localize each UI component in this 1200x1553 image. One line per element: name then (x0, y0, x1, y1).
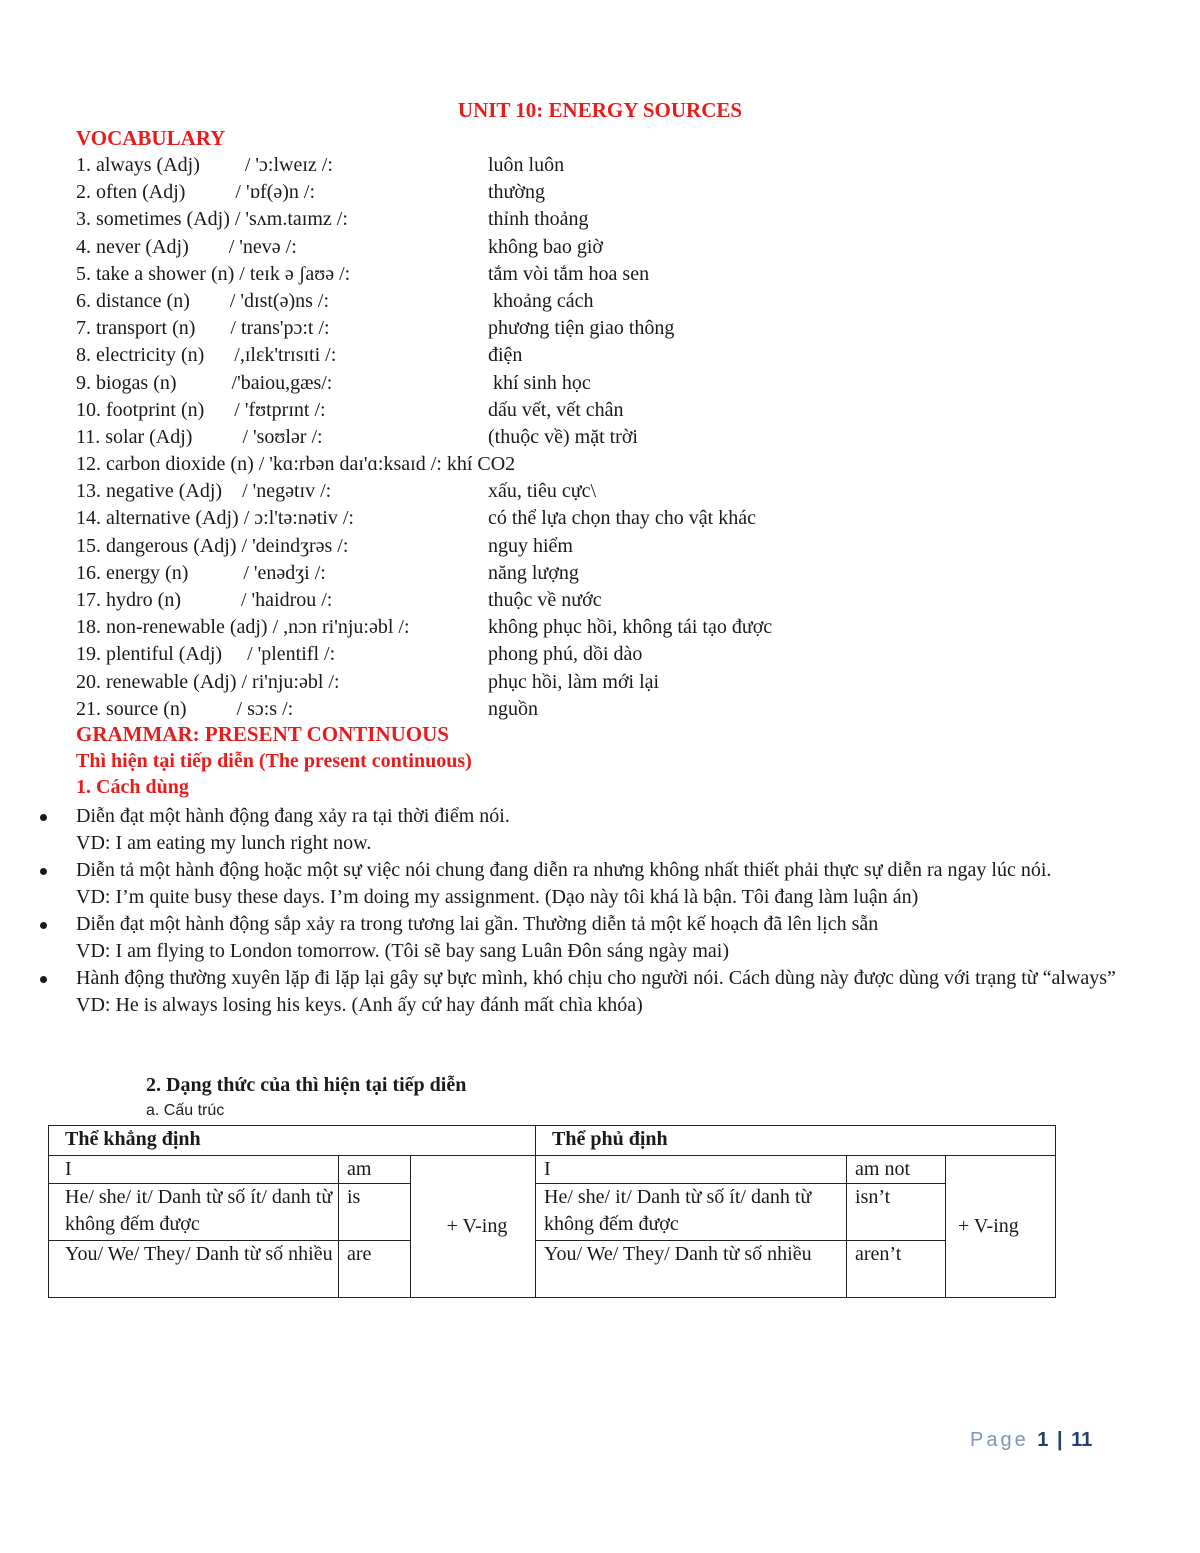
usage-item (36, 965, 1136, 1019)
vocab-meaning: thường (488, 181, 545, 204)
affirmative-verb: am (339, 1156, 411, 1184)
usage-example: VD: I am eating my lunch right now. (76, 832, 372, 854)
usage-item (36, 911, 1136, 965)
vocab-meaning: thỉnh thoảng (488, 208, 589, 231)
negative-header: Thể phủ định (536, 1126, 1056, 1156)
page-label: Page (970, 1429, 1029, 1451)
negative-verb: am not (847, 1156, 946, 1184)
affirmative-subject: I (49, 1156, 339, 1184)
vocab-item (76, 669, 976, 696)
vocab-item (76, 641, 976, 668)
vocab-meaning: nguy hiểm (488, 534, 573, 557)
page-current: 1 (1037, 1429, 1049, 1451)
vocab-item (76, 315, 976, 342)
vocab-word: 4. never (Adj) / 'nevə /: (76, 235, 297, 258)
vocab-word: 15. dangerous (Adj) / 'deindʒrəs /: (76, 534, 349, 557)
affirmative-suffix: + V-ing (411, 1156, 536, 1298)
vocab-meaning: không bao giờ (488, 235, 604, 258)
vocab-item (76, 478, 976, 505)
vocab-meaning: có thể lựa chọn thay cho vật khác (488, 507, 756, 530)
usage-item (36, 803, 1136, 857)
vocab-item (76, 342, 976, 369)
vocab-word: 6. distance (n) / 'dɪst(ə)ns /: (76, 289, 329, 312)
affirmative-header: Thể khẳng định (49, 1126, 536, 1156)
vocab-meaning: thuộc về nước (488, 589, 602, 611)
vocab-word: 11. solar (Adj) / 'soʊlər /: (76, 425, 323, 448)
vocab-meaning: phương tiện giao thông (488, 317, 675, 340)
usage-text: Diễn đạt một hành động sắp xảy ra trong tương lai gần. Thường diễn tả một kế hoạch đã lên lịch sẵn (76, 913, 879, 935)
grammar-subheading: Thì hiện tại tiếp diễn (The present continuous) (76, 750, 472, 772)
vocab-item (76, 533, 976, 560)
vocab-meaning: luôn luôn (488, 154, 565, 176)
usage-example: VD: I’m quite busy these days. I’m doing my assignment. (Dạo này tôi khá là bận. Tôi đang làm luận án) (76, 886, 919, 908)
affirmative-verb: are (339, 1241, 411, 1298)
affirmative-subject: You/ We/ They/ Danh từ số nhiều (49, 1241, 339, 1298)
vocab-item (76, 206, 976, 233)
vocab-meaning: (thuộc về) mặt trời (488, 425, 638, 448)
vocab-item (76, 614, 976, 641)
vocab-meaning: điện (488, 344, 523, 367)
bullet-icon (40, 922, 47, 929)
bullet-icon (40, 976, 47, 983)
vocab-word: 5. take a shower (n) / teɪk ə ʃaʊə /: (76, 262, 351, 285)
usage-example: VD: He is always losing his keys. (Anh ấy cứ hay đánh mất chìa khóa) (76, 994, 643, 1016)
vocab-word: 8. electricity (n) /,ɪlɛk'trɪsɪti /: (76, 344, 337, 367)
vocab-meaning: nguồn (488, 697, 538, 720)
vocab-item (76, 505, 976, 532)
negative-subject: He/ she/ it/ Danh từ số ít/ danh từ không đếm được (536, 1184, 847, 1241)
usage-text: Diễn đạt một hành động đang xảy ra tại thời điểm nói. (76, 805, 510, 827)
vocab-item (76, 424, 976, 451)
vocabulary-heading: VOCABULARY (76, 126, 226, 150)
page-title: UNIT 10: ENERGY SOURCES (457, 98, 743, 122)
vocab-item (76, 560, 976, 587)
vocab-meaning: xấu, tiêu cực\ (488, 480, 597, 503)
affirmative-verb: is (339, 1184, 411, 1241)
vocab-item (76, 234, 976, 261)
negative-subject: You/ We/ They/ Danh từ số nhiều (536, 1241, 847, 1298)
usage-heading: 1. Cách dùng (76, 776, 189, 798)
vocab-word: 18. non-renewable (adj) / ,nɔn ri'nju:əbl /: (76, 616, 410, 639)
usage-list (36, 803, 1136, 1019)
vocab-word: 17. hydro (n) / 'haidrou /: (76, 589, 333, 611)
negative-suffix: + V-ing (946, 1156, 1056, 1298)
vocab-item (76, 261, 976, 288)
vocab-word: 1. always (Adj) / 'ɔ:lweɪz /: (76, 154, 333, 176)
vocab-meaning: phong phú, dồi dào (488, 643, 643, 666)
form-heading: 2. Dạng thức của thì hiện tại tiếp diễn (146, 1074, 467, 1096)
vocabulary-list (76, 152, 976, 723)
grammar-heading: GRAMMAR: PRESENT CONTINUOUS (76, 722, 449, 746)
vocab-meaning: phục hồi, làm mới lại (488, 670, 660, 693)
page-number (970, 1429, 1092, 1452)
usage-item (36, 857, 1136, 911)
vocab-meaning: dấu vết, vết chân (488, 398, 624, 421)
vocab-word: 12. carbon dioxide (n) / 'kɑ:rbən daɪ'ɑ:ksaɪd /: khí CO2 (76, 453, 516, 476)
usage-text: Diễn tả một hành động hoặc một sự việc nói chung đang diễn ra nhưng không nhất thiết phải thực sự diễn ra ngay lúc nói. (76, 859, 1052, 881)
vocab-item (76, 370, 976, 397)
structure-label: a. Cấu trúc (146, 1102, 225, 1119)
negative-subject: I (536, 1156, 847, 1184)
vocab-meaning: năng lượng (488, 561, 579, 584)
vocab-meaning: khoảng cách (488, 289, 594, 312)
vocab-word: 3. sometimes (Adj) / 'sʌm.taɪmz /: (76, 208, 348, 231)
vocab-word: 20. renewable (Adj) / ri'nju:əbl /: (76, 670, 340, 693)
vocab-word: 16. energy (n) / 'enədʒi /: (76, 561, 326, 584)
vocab-word: 9. biogas (n) /'baiou,gæs/: (76, 371, 333, 394)
negative-verb: isn’t (847, 1184, 946, 1241)
bullet-icon (40, 868, 47, 875)
vocab-word: 14. alternative (Adj) / ɔ:l'tə:nətiv /: (76, 507, 354, 530)
vocab-meaning: khí sinh học (488, 371, 591, 394)
negative-verb: aren’t (847, 1241, 946, 1298)
bullet-icon (40, 814, 47, 821)
usage-text: Hành động thường xuyên lặp đi lặp lại gây sự bực mình, khó chịu cho người nói. Cách dùng này được dùng với trạng từ “always” (76, 967, 1116, 989)
vocab-item (76, 696, 976, 723)
vocab-word: 21. source (n) / sɔ:s /: (76, 697, 294, 720)
vocab-item (76, 397, 976, 424)
vocab-word: 2. often (Adj) / 'ɒf(ə)n /: (76, 181, 316, 204)
vocab-word: 19. plentiful (Adj) / 'plentifl /: (76, 643, 336, 666)
vocab-item (76, 152, 976, 179)
page-total: 11 (1071, 1429, 1093, 1451)
vocab-word: 7. transport (n) / trans'pɔ:t /: (76, 317, 330, 340)
vocab-word: 13. negative (Adj) / 'negətɪv /: (76, 480, 332, 503)
affirmative-subject: He/ she/ it/ Danh từ số ít/ danh từ không đếm được (49, 1184, 339, 1241)
structure-table (48, 1125, 1056, 1298)
vocab-meaning: tắm vòi tắm hoa sen (488, 262, 650, 285)
vocab-item (76, 179, 976, 206)
vocab-item (76, 288, 976, 315)
page-separator: | (1056, 1429, 1063, 1451)
vocab-meaning: không phục hồi, không tái tạo được (488, 616, 773, 639)
vocab-word: 10. footprint (n) / 'fʊtprɪnt /: (76, 398, 326, 421)
usage-example: VD: I am flying to London tomorrow. (Tôi sẽ bay sang Luân Đôn sáng ngày mai) (76, 940, 730, 962)
vocab-item (76, 587, 976, 614)
vocab-item (76, 451, 976, 478)
